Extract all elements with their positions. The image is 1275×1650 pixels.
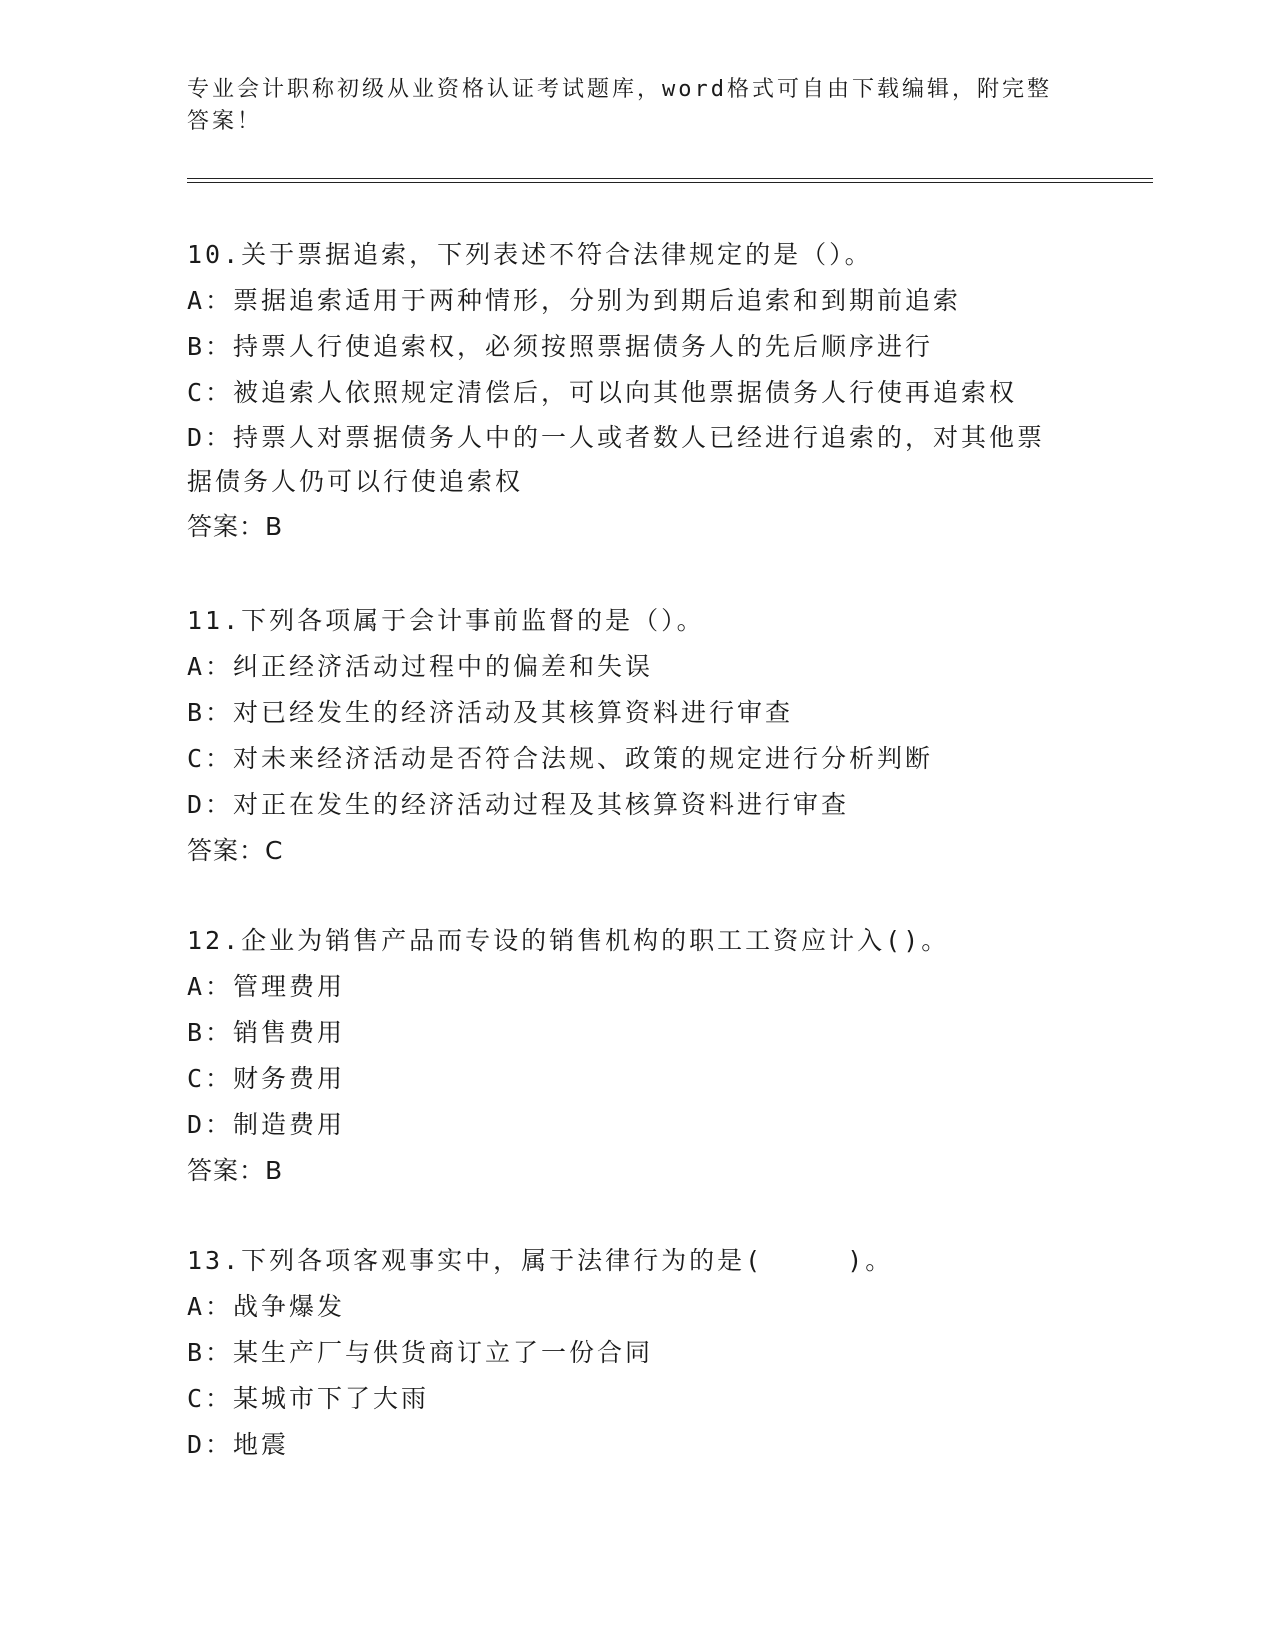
option-d: D：持票人对票据债务人中的一人或者数人已经进行追索的，对其他票据债务人仍可以行使追索权 (187, 423, 1046, 496)
option-b: B：销售费用 (187, 1018, 346, 1047)
question-11 (187, 598, 1087, 874)
answer: 答案：B (187, 512, 284, 541)
header-rule-bottom (187, 182, 1153, 183)
option-c: C：被追索人依照规定清偿后，可以向其他票据债务人行使再追索权 (187, 378, 1018, 407)
option-c: C：财务费用 (187, 1064, 346, 1093)
option-a: A：票据追索适用于两种情形，分别为到期后追索和到期前追索 (187, 286, 962, 315)
question-12 (187, 918, 1087, 1194)
option-d: D：对正在发生的经济活动过程及其核算资料进行审查 (187, 790, 850, 819)
question-title: 11.下列各项属于会计事前监督的是（）。 (187, 606, 705, 635)
question-10 (187, 232, 1087, 550)
header-rule-top (187, 178, 1153, 179)
option-a: A：战争爆发 (187, 1292, 346, 1321)
option-b: B：某生产厂与供货商订立了一份合同 (187, 1338, 654, 1367)
option-b: B：对已经发生的经济活动及其核算资料进行审查 (187, 698, 794, 727)
option-d: D：制造费用 (187, 1110, 346, 1139)
option-a: A：管理费用 (187, 972, 346, 1001)
question-13 (187, 1238, 1087, 1468)
answer: 答案：B (187, 1156, 284, 1185)
document-header: 专业会计职称初级从业资格认证考试题库，word格式可自由下载编辑，附完整答案！ (187, 77, 1052, 134)
option-a: A：纠正经济活动过程中的偏差和失误 (187, 652, 654, 681)
option-c: C：某城市下了大雨 (187, 1384, 430, 1413)
question-title: 13.下列各项客观事实中，属于法律行为的是( )。 (187, 1246, 894, 1275)
option-b: B：持票人行使追索权，必须按照票据债务人的先后顺序进行 (187, 332, 934, 361)
option-c: C：对未来经济活动是否符合法规、政策的规定进行分析判断 (187, 744, 934, 773)
question-title: 10.关于票据追索，下列表述不符合法律规定的是（）。 (187, 240, 873, 269)
question-title: 12.企业为销售产品而专设的销售机构的职工工资应计入()。 (187, 926, 950, 955)
option-d: D：地震 (187, 1430, 290, 1459)
answer: 答案：C (187, 836, 284, 865)
